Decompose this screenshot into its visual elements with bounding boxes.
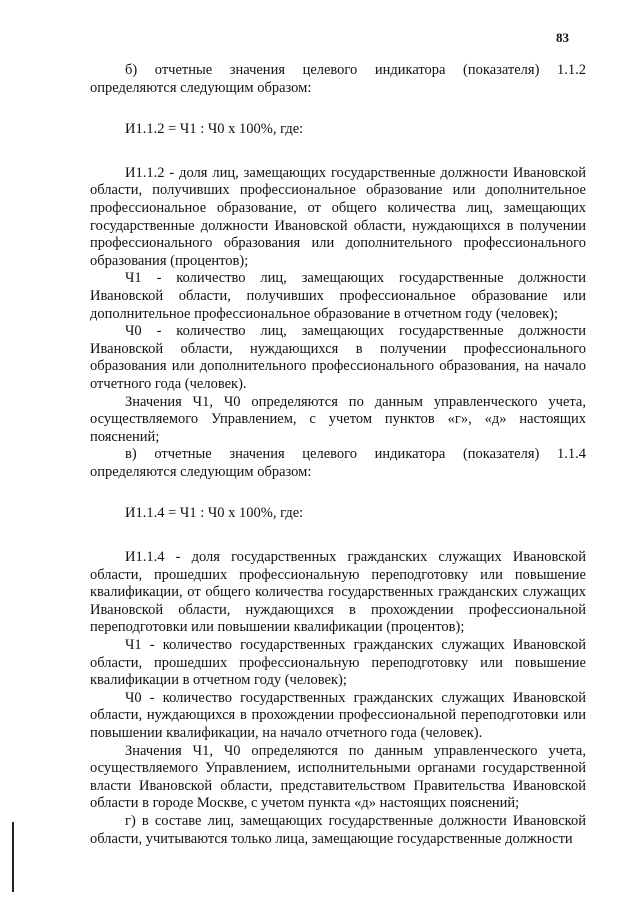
definition-ch1-civil-servants: Ч1 - количество государственных гражданских служащих Ивановской области, прошедших профессиональную переподготовку или повышение квалификации в отчетном году (человек);: [90, 637, 586, 689]
formula-i112: И1.1.2 = Ч1 : Ч0 х 100%, где:: [125, 121, 304, 138]
definition-i114: И1.1.4 - доля государственных гражданских служащих Ивановской области, прошедших профессиональную переподготовку или повышение квалификации, от общего количества государственных гражданских служащих Ивановской области, нуждающихся в прохождении профессиональной переподготовки или повышении квалификации (процентов);: [90, 549, 586, 636]
paragraph-g: г) в составе лиц, замещающих государственные должности Ивановской области, учитываются только лица, замещающие государственные должности: [90, 812, 586, 847]
scan-edge-mark: [12, 822, 14, 892]
definition-ch0-officials: Ч0 - количество лиц, замещающих государственные должности Ивановской области, нуждающихся в получении профессионального образования или дополнительного профессионального образования, на начало отчетного года (человек).: [90, 323, 586, 392]
definition-ch1-officials: Ч1 - количество лиц, замещающих государственные должности Ивановской области, получивших профессиональное образование или дополнительное профессиональное образование в отчетном году (человек);: [90, 270, 586, 322]
definition-i112: И1.1.2 - доля лиц, замещающих государственные должности Ивановской области, получивших профессиональное образование или дополнительное профессиональное образование, от общего количества лиц, замещающих государственные должности Ивановской области, нуждающихся в получении профессионального образования или дополнительного профессионального образования (процентов);: [90, 164, 586, 269]
definition-ch0-civil-servants: Ч0 - количество государственных гражданских служащих Ивановской области, нуждающихся в прохождении профессиональной переподготовки или повышении квалификации, на начало отчетного года (человек).: [90, 689, 586, 741]
values-note-civil-servants: Значения Ч1, Ч0 определяются по данным управленческого учета, осуществляемого Управлением, исполнительными органами государственной власти Ивановской области, представительством Правительства Ивановской области в городе Москве, с учетом пункта «д» настоящих пояснений;: [90, 742, 586, 812]
paragraph-b-intro: б) отчетные значения целевого индикатора (показателя) 1.1.2 определяются следующим образом:: [90, 62, 586, 96]
page-number: 83: [556, 30, 569, 45]
formula-i114: И1.1.4 = Ч1 : Ч0 х 100%, где:: [125, 505, 304, 522]
document-body: [90, 62, 586, 848]
values-note-officials: Значения Ч1, Ч0 определяются по данным управленческого учета, осуществляемого Управлением, с учетом пунктов «г», «д» настоящих пояснений;: [90, 393, 586, 445]
paragraph-v-intro: в) отчетные значения целевого индикатора (показателя) 1.1.4 определяются следующим образом:: [90, 446, 586, 480]
